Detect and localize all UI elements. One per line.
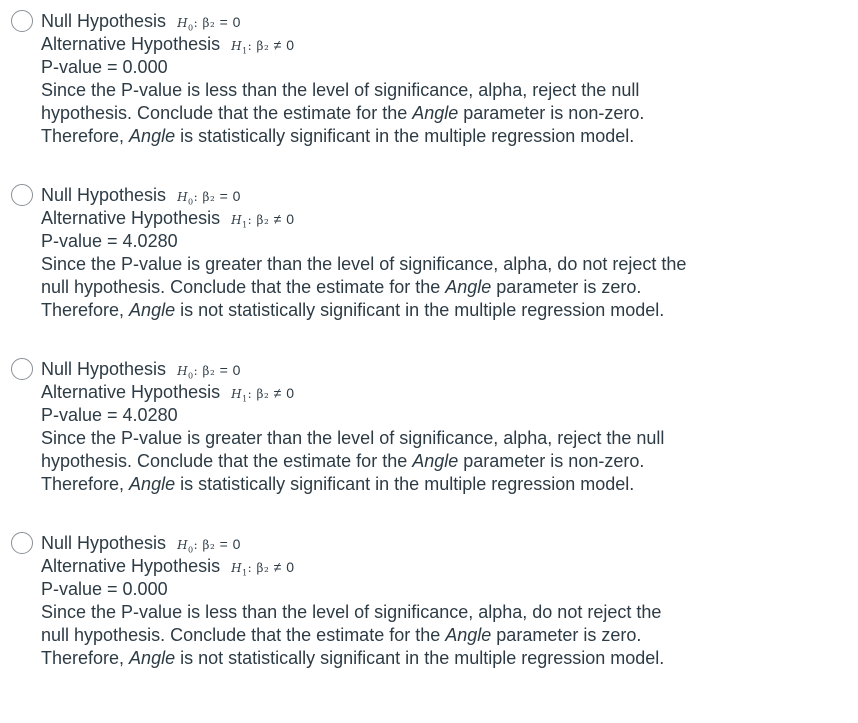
null-hypothesis-line bbox=[41, 184, 841, 207]
null-hypothesis-math: $H_0$: β₂ = 0 bbox=[177, 188, 241, 207]
alternative-hypothesis-line bbox=[41, 381, 841, 404]
null-hypothesis-line bbox=[41, 10, 841, 33]
answer-option-2[interactable] bbox=[0, 174, 858, 342]
null-hypothesis-math: $H_0$: β₂ = 0 bbox=[177, 14, 241, 33]
radio-button-3[interactable] bbox=[11, 358, 33, 380]
explanation-line-3: Therefore, Angle is not statistically significant in the multiple regression model. bbox=[41, 648, 665, 668]
null-hypothesis-math: $H_0$: β₂ = 0 bbox=[177, 536, 241, 555]
explanation-line-3: Therefore, Angle is not statistically significant in the multiple regression model. bbox=[41, 300, 665, 320]
alternative-hypothesis-math: $H_1$: β₂ ≠ 0 bbox=[231, 211, 295, 230]
answer-option-4[interactable] bbox=[0, 522, 858, 690]
radio-button-4[interactable] bbox=[11, 532, 33, 554]
explanation-line-1: Since the P-value is less than the level of significance, alpha, reject the null bbox=[41, 80, 640, 100]
explanation-line-2: null hypothesis. Conclude that the estimate for the Angle parameter is zero. bbox=[41, 625, 642, 645]
answer-option-3[interactable] bbox=[0, 348, 858, 516]
alternative-hypothesis-label: Alternative Hypothesis bbox=[41, 34, 221, 54]
p-value-text: P-value = 0.000 bbox=[41, 57, 168, 77]
null-hypothesis-math: $H_0$: β₂ = 0 bbox=[177, 362, 241, 381]
null-hypothesis-label: Null Hypothesis bbox=[41, 533, 167, 553]
null-hypothesis-label: Null Hypothesis bbox=[41, 185, 167, 205]
option-2-content bbox=[41, 184, 841, 322]
alternative-hypothesis-line bbox=[41, 207, 841, 230]
null-hypothesis-label: Null Hypothesis bbox=[41, 359, 167, 379]
explanation-line-1: Since the P-value is greater than the level of significance, alpha, do not reject the bbox=[41, 254, 687, 274]
radio-button-2[interactable] bbox=[11, 184, 33, 206]
explanation-line-1: Since the P-value is greater than the level of significance, alpha, reject the null bbox=[41, 428, 665, 448]
option-4-content bbox=[41, 532, 841, 670]
option-3-content bbox=[41, 358, 841, 496]
p-value-text: P-value = 0.000 bbox=[41, 579, 168, 599]
alternative-hypothesis-math: $H_1$: β₂ ≠ 0 bbox=[231, 385, 295, 404]
explanation-line-2: hypothesis. Conclude that the estimate for the Angle parameter is non-zero. bbox=[41, 451, 645, 471]
explanation-line-3: Therefore, Angle is statistically significant in the multiple regression model. bbox=[41, 474, 635, 494]
alternative-hypothesis-math: $H_1$: β₂ ≠ 0 bbox=[231, 559, 295, 578]
alternative-hypothesis-label: Alternative Hypothesis bbox=[41, 382, 221, 402]
p-value-text: P-value = 4.0280 bbox=[41, 231, 178, 251]
explanation-line-1: Since the P-value is less than the level of significance, alpha, do not reject the bbox=[41, 602, 662, 622]
null-hypothesis-label: Null Hypothesis bbox=[41, 11, 167, 31]
alternative-hypothesis-label: Alternative Hypothesis bbox=[41, 556, 221, 576]
explanation-line-3: Therefore, Angle is statistically significant in the multiple regression model. bbox=[41, 126, 635, 146]
p-value-text: P-value = 4.0280 bbox=[41, 405, 178, 425]
answer-option-1[interactable] bbox=[0, 0, 858, 168]
option-1-content bbox=[41, 10, 841, 148]
null-hypothesis-line bbox=[41, 532, 841, 555]
alternative-hypothesis-label: Alternative Hypothesis bbox=[41, 208, 221, 228]
null-hypothesis-line bbox=[41, 358, 841, 381]
alternative-hypothesis-line bbox=[41, 33, 841, 56]
alternative-hypothesis-line bbox=[41, 555, 841, 578]
alternative-hypothesis-math: $H_1$: β₂ ≠ 0 bbox=[231, 37, 295, 56]
explanation-line-2: hypothesis. Conclude that the estimate for the Angle parameter is non-zero. bbox=[41, 103, 645, 123]
radio-button-1[interactable] bbox=[11, 10, 33, 32]
explanation-line-2: null hypothesis. Conclude that the estimate for the Angle parameter is zero. bbox=[41, 277, 642, 297]
